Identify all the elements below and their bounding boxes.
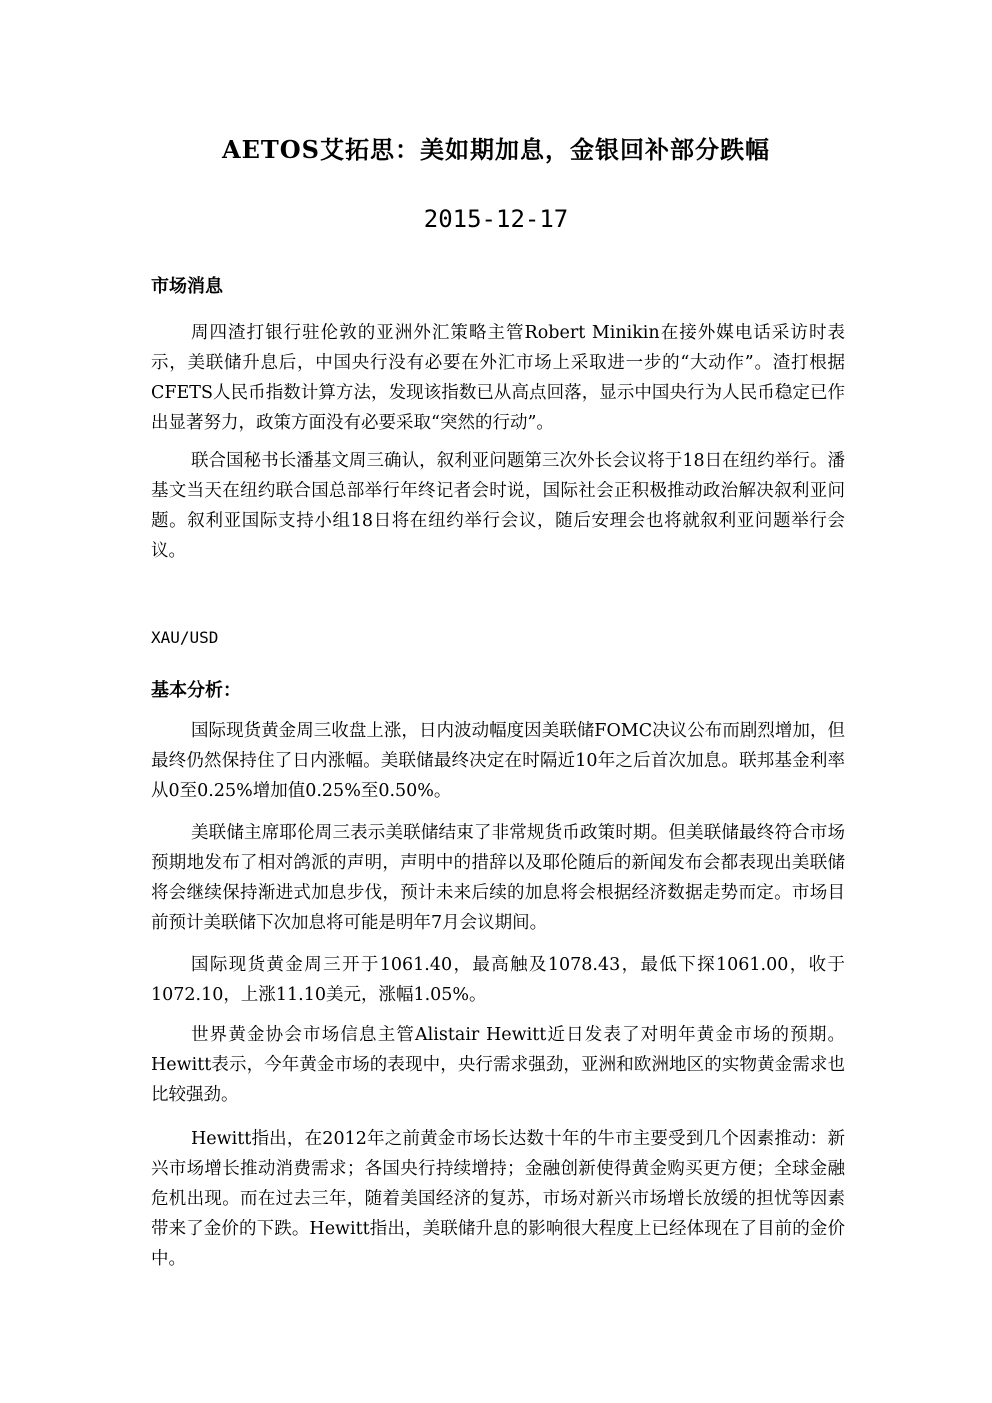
paragraph-market-news-2: 联合国秘书长潘基文周三确认，叙利亚问题第三次外长会议将于18日在纽约举行。潘基文当天在纽约联合国总部举行年终记者会时说，国际社会正积极推动政治解决叙利亚问题。叙利亚国际支持小组18日将在纽约举行会议，随后安理会也将就叙利亚问题举行会议。: [151, 451, 845, 561]
paragraph-fundamental-3: 国际现货黄金周三开于1061.40，最高触及1078.43，最低下探1061.00，收于1072.10，上涨11.10美元，涨幅1.05%。: [151, 955, 845, 1005]
document-title: AETOS艾拓思：美如期加息，金银回补部分跌幅: [221, 135, 770, 164]
paragraph-fundamental-5: Hewitt指出，在2012年之前黄金市场长达数十年的牛市主要受到几个因素推动：新兴市场增长推动消费需求；各国央行持续增持；金融创新使得黄金购买更方便；全球金融危机出现。而在过去三年，随着美国经济的复苏，市场对新兴市场增长放缓的担忧等因素带来了金价的下跌。Hewitt指出，美联储升息的影响很大程度上已经体现在了目前的金价中。: [151, 1129, 845, 1269]
section-heading-market-news: 市场消息: [151, 276, 223, 297]
paragraph-fundamental-1: 国际现货黄金周三收盘上涨，日内波动幅度因美联储FOMC决议公布而剧烈增加，但最终仍然保持住了日内涨幅。美联储最终决定在时隔近10年之后首次加息。联邦基金利率从0至0.25%增加值0.25%至0.50%。: [151, 721, 845, 801]
section-heading-fundamental: 基本分析：: [151, 680, 241, 701]
instrument-symbol: XAU/USD: [151, 628, 219, 647]
paragraph-fundamental-4: 世界黄金协会市场信息主管Alistair Hewitt近日发表了对明年黄金市场的预期。Hewitt表示，今年黄金市场的表现中，央行需求强劲，亚洲和欧洲地区的实物黄金需求也比较强劲。: [151, 1025, 845, 1105]
paragraph-fundamental-2: 美联储主席耶伦周三表示美联储结束了非常规货币政策时期。但美联储最终符合市场预期地发布了相对鸽派的声明，声明中的措辞以及耶伦随后的新闻发布会都表现出美联储将会继续保持渐进式加息步伐，预计未来后续的加息将会根据经济数据走势而定。市场目前预计美联储下次加息将可能是明年7月会议期间。: [151, 823, 845, 933]
document-date: 2015-12-17: [423, 205, 569, 233]
paragraph-market-news-1: 周四渣打银行驻伦敦的亚洲外汇策略主管Robert Minikin在接外媒电话采访时表示，美联储升息后，中国央行没有必要在外汇市场上采取进一步的“大动作”。渣打根据CFETS人民币指数计算方法，发现该指数已从高点回落，显示中国央行为人民币稳定已作出显著努力，政策方面没有必要采取“突然的行动”。: [151, 323, 845, 433]
